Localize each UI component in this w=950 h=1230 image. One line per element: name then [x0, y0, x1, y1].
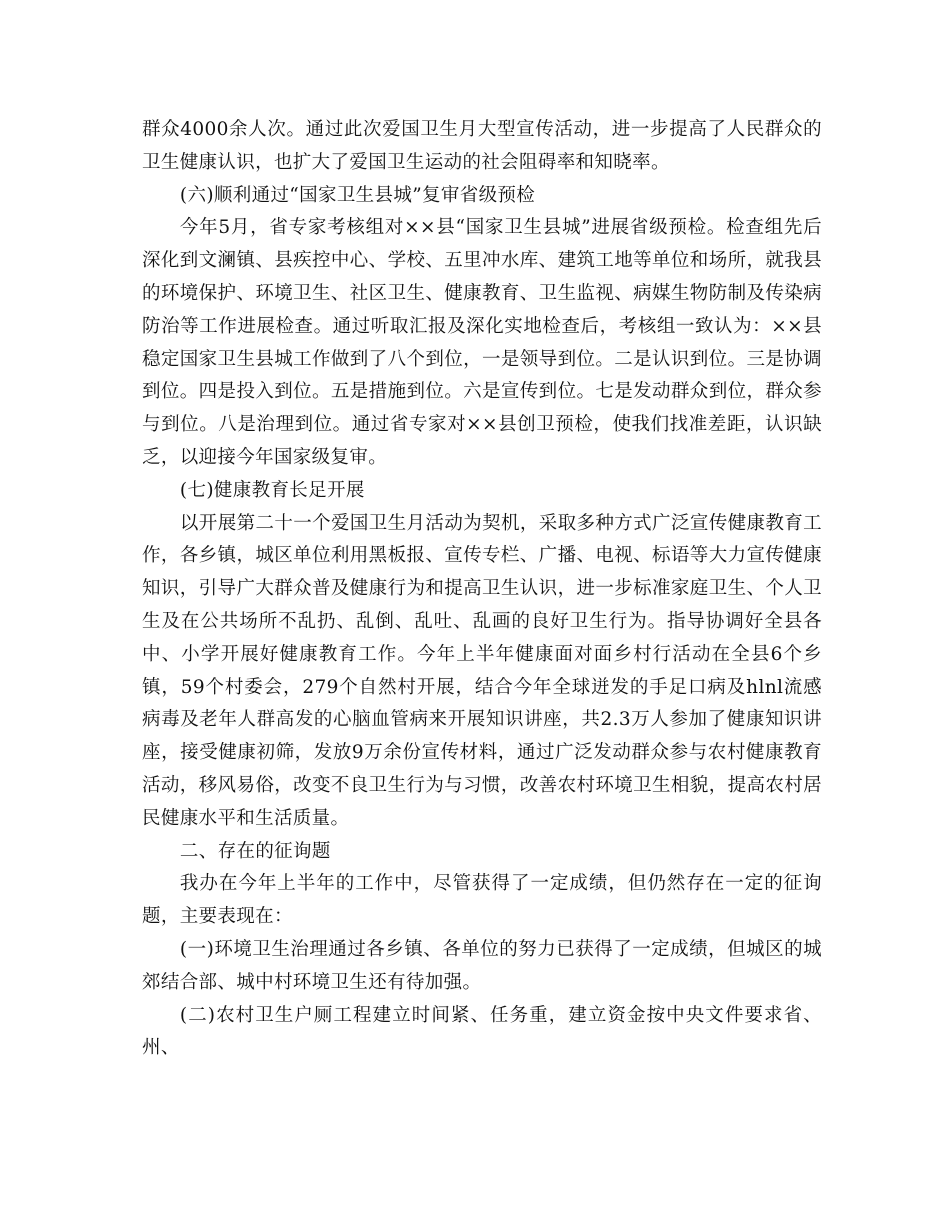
- section-heading-seven: (七)健康教育长足开展: [179, 479, 365, 501]
- paragraph-problem-one: (一)环境卫生治理通过各乡镇、各单位的努力已获得了一定成绩，但城区的城郊结合部、城中村环境卫生还有待加强。: [142, 938, 822, 993]
- document-body: [142, 114, 822, 1065]
- section-heading-six: (六)顺利通过“国家卫生县城”复审省级预检: [179, 184, 536, 206]
- paragraph-problem-two: (二)农村卫生户厕工程建立时间紧、任务重，建立资金按中央文件要求省、州、: [142, 1004, 822, 1059]
- section-heading-problems: 二、存在的征询题: [179, 840, 331, 862]
- paragraph-health-education: 以开展第二十一个爱国卫生月活动为契机，采取多种方式广泛宣传健康教育工作，各乡镇，城区单位利用黑板报、宣传专栏、广播、电视、标语等大力宣传健康知识，引导广大群众普及健康行为和提高卫生认识，进一步标准家庭卫生、个人卫生及在公共场所不乱扔、乱倒、乱吐、乱画的良好卫生行为。指导协调好全县各中、小学开展好健康教育工作。今年上半年健康面对面乡村行活动在全县6个乡镇，59个村委会，279个自然村开展，结合今年全球迸发的手足口病及hlnl流感病毒及老年人群高发的心脑血管病来开展知识讲座，共2.3万人参加了健康知识讲座，接受健康初筛，发放9万余份宣传材料，通过广泛发动群众参与农村健康教育活动，移风易俗，改变不良卫生行为与习惯，改善农村环境卫生相貌，提高农村居民健康水平和生活质量。: [142, 512, 822, 829]
- paragraph-provincial-precheck: 今年5月，省专家考核组对××县“国家卫生县城”进展省级预检。检查组先后深化到文澜镇、县疾控中心、学校、五里冲水库、建筑工地等单位和场所，就我县的环境保护、环境卫生、社区卫生、健康教育、卫生监视、病媒生物防制及传染病防治等工作进展检查。通过听取汇报及深化实地检查后，考核组一致认为：××县稳定国家卫生县城工作做到了八个到位，一是领导到位。二是认识到位。三是协调到位。四是投入到位。五是措施到位。六是宣传到位。七是发动群众到位，群众参与到位。八是治理到位。通过省专家对××县创卫预检，使我们找准差距，认识缺乏，以迎接今年国家级复审。: [142, 217, 822, 468]
- paragraph-problems-intro: 我办在今年上半年的工作中，尽管获得了一定成绩，但仍然存在一定的征询题，主要表现在：: [142, 873, 822, 928]
- paragraph-continued: 群众4000余人次。通过此次爱国卫生月大型宣传活动，进一步提高了人民群众的卫生健康认识，也扩大了爱国卫生运动的社会阻碍率和知晓率。: [142, 119, 822, 173]
